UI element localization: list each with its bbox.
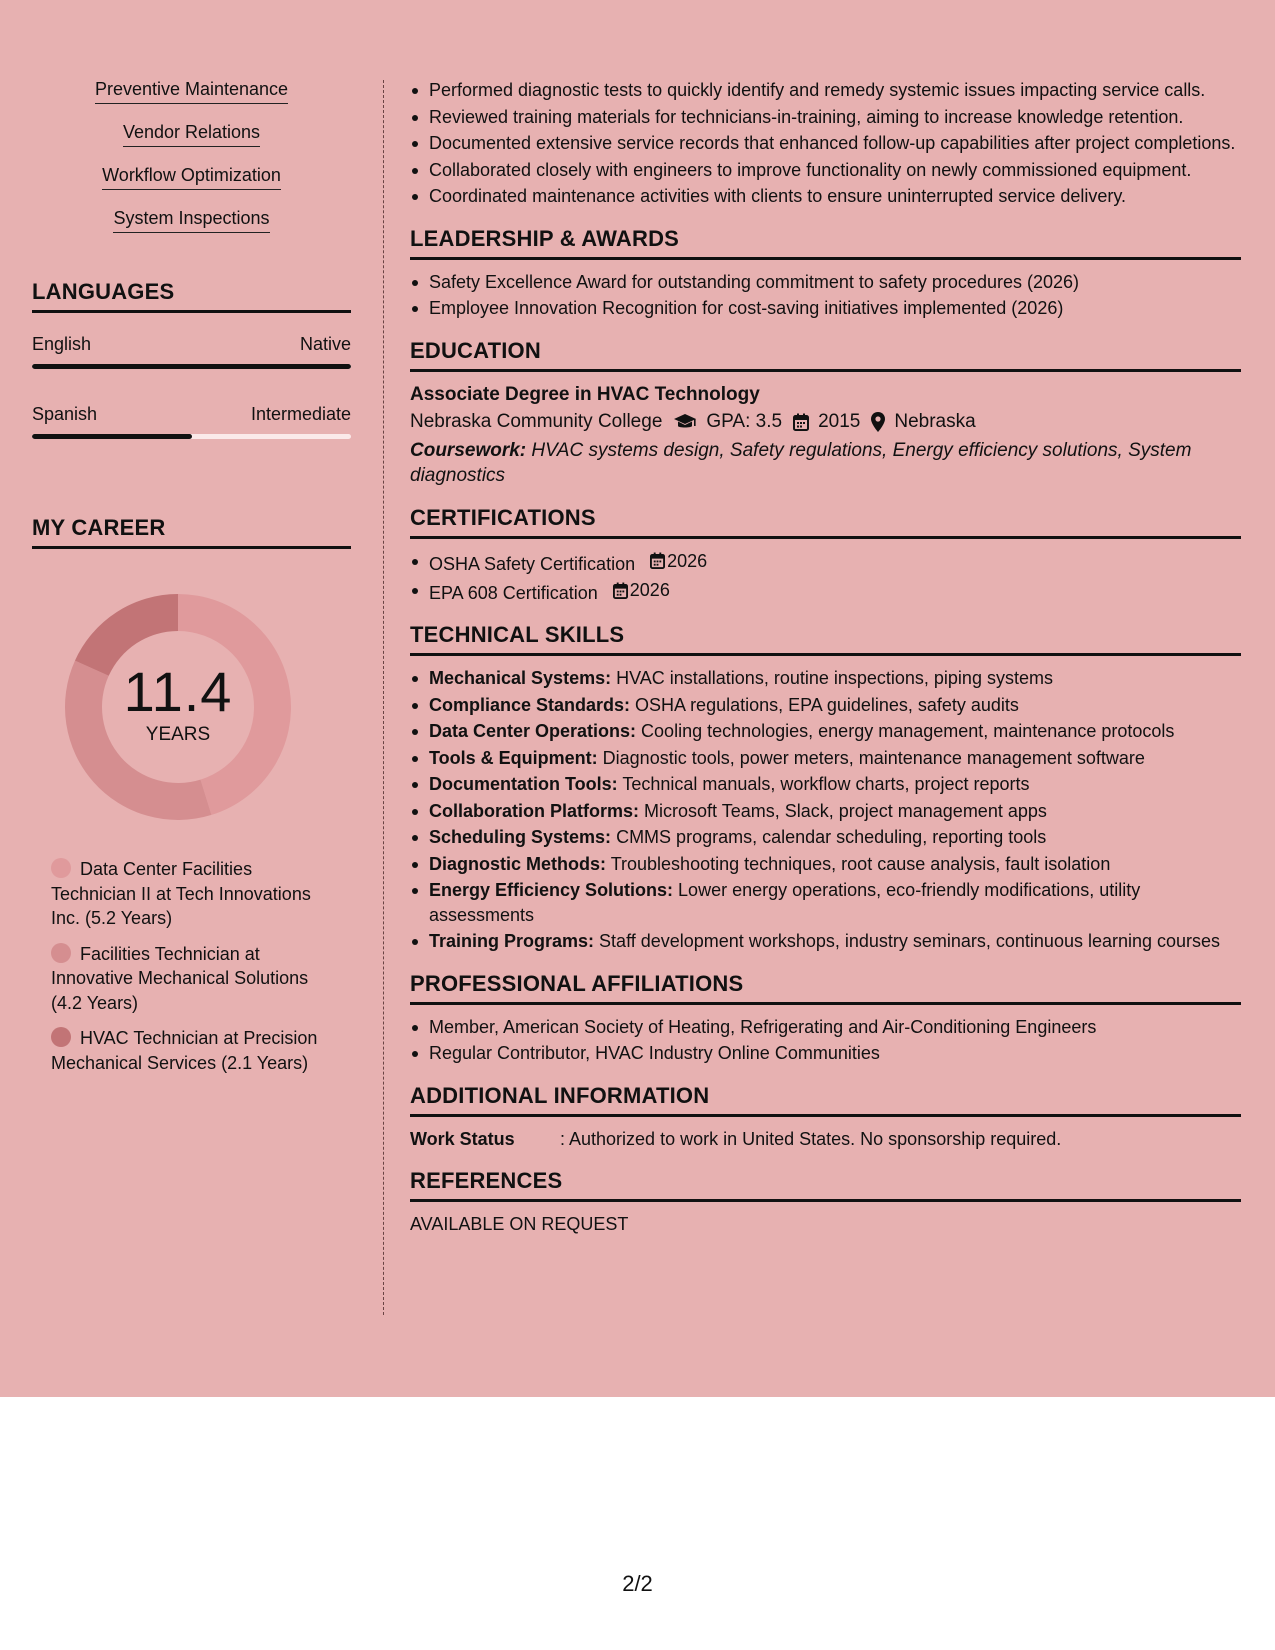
technical-skills-list: [410, 666, 1241, 954]
skill-category: Energy Efficiency Solutions:: [429, 880, 674, 900]
experience-bullet: Collaborated closely with engineers to improve functionality on newly commissioned equipment.: [410, 158, 1241, 183]
experience-bullet: Reviewed training materials for technicians-in-training, aiming to increase knowledge retention.: [410, 105, 1241, 130]
language-english: [32, 333, 351, 369]
additional-info-heading: ADDITIONAL INFORMATION: [410, 1083, 1241, 1117]
page-number: 2/2: [622, 1571, 653, 1596]
skill-category: Diagnostic Methods:: [429, 853, 607, 874]
award-item: Safety Excellence Award for outstanding commitment to safety procedures (2026): [410, 270, 1241, 295]
calendar-icon: [793, 413, 809, 431]
affiliations-heading: PROFESSIONAL AFFILIATIONS: [410, 971, 1241, 1005]
career-role-label: HVAC Technician at Precision Mechanical Services (2.1 Years): [51, 1028, 318, 1073]
language-proficiency-bar: [32, 364, 351, 369]
references-heading: REFERENCES: [410, 1168, 1241, 1202]
languages-heading: LANGUAGES: [32, 279, 351, 313]
certifications-heading: CERTIFICATIONS: [410, 505, 1241, 539]
education-coursework: [410, 438, 1241, 488]
references-text: AVAILABLE ON REQUEST: [410, 1213, 629, 1234]
skill-details: Troubleshooting techniques, root cause analysis, fault isolation: [606, 853, 1111, 874]
location-pin-icon: [871, 412, 885, 432]
skill-details: Diagnostic tools, power meters, maintenance management software: [597, 747, 1145, 768]
career-role-label: Facilities Technician at Innovative Mechanical Solutions (4.2 Years): [51, 943, 309, 1013]
education-school: Nebraska Community College: [410, 410, 663, 432]
skill-category: Mechanical Systems:: [429, 668, 612, 688]
education-degree: Associate Degree in HVAC Technology: [410, 383, 760, 405]
certification-item: [410, 578, 1241, 605]
skill-tag-label: Workflow Optimization: [102, 164, 281, 190]
technical-skill-item: [410, 799, 1241, 824]
technical-skill-item: [410, 929, 1241, 954]
education-location: Nebraska: [894, 410, 976, 432]
career-donut-center: [64, 593, 292, 821]
language-proficiency-fill: [32, 364, 351, 369]
affiliation-item: Member, American Society of Heating, Refrigerating and Air-Conditioning Engineers: [410, 1015, 1241, 1040]
experience-bullet: Coordinated maintenance activities with clients to ensure uninterrupted service delivery.: [410, 184, 1241, 209]
award-item: Employee Innovation Recognition for cost-saving initiatives implemented (2026): [410, 296, 1241, 321]
legend-dot-icon: [51, 1027, 71, 1047]
skill-tag: [32, 207, 351, 233]
leadership-heading: LEADERSHIP & AWARDS: [410, 226, 1241, 260]
certification-name: OSHA Safety Certification: [429, 553, 636, 574]
work-status-value: : Authorized to work in United States. No sponsorship required.: [560, 1128, 1062, 1149]
language-proficiency-fill: [32, 434, 192, 439]
skill-list: [32, 78, 351, 233]
career-legend-item: [51, 857, 341, 931]
technical-skills-heading: TECHNICAL SKILLS: [410, 622, 1241, 656]
leadership-list: [410, 270, 1241, 321]
language-level: Native: [299, 334, 351, 354]
career-role-label: Data Center Facilities Technician II at Tech Innovations Inc. (5.2 Years): [51, 859, 311, 928]
skill-details: CMMS programs, calendar scheduling, reporting tools: [611, 827, 1047, 847]
legend-dot-icon: [51, 858, 71, 878]
sidebar: [32, 78, 351, 1086]
skill-details: Technical manuals, workflow charts, project reports: [617, 774, 1030, 794]
skill-category: Compliance Standards:: [429, 694, 631, 715]
certification-date: [650, 549, 707, 574]
skill-category: Collaboration Platforms:: [429, 800, 640, 821]
certification-item: [410, 549, 1241, 576]
experience-bullet: Performed diagnostic tests to quickly identify and remedy systemic issues impacting service calls.: [410, 78, 1241, 103]
graduation-cap-icon: [673, 413, 697, 431]
education-year: 2015: [818, 410, 861, 432]
main-content: [410, 78, 1241, 1236]
skill-tag: [32, 164, 351, 190]
skill-tag-label: System Inspections: [113, 207, 269, 233]
technical-skill-item: [410, 825, 1241, 850]
career-legend: [32, 857, 351, 1075]
skill-details: HVAC installations, routine inspections, piping systems: [611, 668, 1053, 688]
skill-details: Cooling technologies, energy management, maintenance protocols: [636, 721, 1175, 741]
work-status-label: Work Status: [410, 1128, 515, 1149]
coursework-label: Coursework:: [410, 439, 527, 461]
coursework-list: HVAC systems design, Safety regulations, Energy efficiency solutions, System diagnostics: [410, 439, 1192, 486]
certifications-list: [410, 549, 1241, 606]
technical-skill-item: [410, 746, 1241, 771]
language-proficiency-bar: [32, 434, 351, 439]
career-heading: MY CAREER: [32, 515, 351, 549]
experience-bullets: [410, 78, 1241, 209]
certification-year: 2026: [667, 550, 708, 571]
skill-tag: [32, 78, 351, 104]
career-legend-item: [51, 1026, 341, 1075]
skill-details: Microsoft Teams, Slack, project management apps: [639, 800, 1047, 821]
skill-category: Documentation Tools:: [429, 774, 618, 794]
certification-date: [613, 578, 670, 603]
calendar-icon: [613, 582, 628, 599]
career-donut-chart: [64, 593, 292, 821]
language-name: English: [32, 334, 92, 354]
technical-skill-item: [410, 666, 1241, 691]
technical-skill-item: [410, 772, 1241, 797]
legend-dot-icon: [51, 943, 71, 963]
career-total-years: 11.4: [123, 660, 233, 723]
skill-details: OSHA regulations, EPA guidelines, safety audits: [630, 694, 1019, 715]
certification-name: EPA 608 Certification: [429, 582, 598, 603]
education-gpa: GPA: 3.5: [706, 410, 783, 432]
skill-details: Lower energy operations, eco-friendly modifications, utility assessments: [429, 880, 1141, 925]
skill-category: Training Programs:: [429, 931, 595, 951]
affiliations-list: [410, 1015, 1241, 1066]
language-level: Intermediate: [250, 404, 351, 424]
calendar-icon: [650, 552, 665, 569]
skill-details: Staff development workshops, industry seminars, continuous learning courses: [594, 931, 1221, 951]
career-legend-item: [51, 942, 341, 1016]
language-spanish: [32, 403, 351, 439]
education-heading: EDUCATION: [410, 338, 1241, 372]
affiliation-item: Regular Contributor, HVAC Industry Online Communities: [410, 1041, 1241, 1066]
education-details: [410, 407, 1241, 437]
skill-category: Scheduling Systems:: [429, 827, 612, 847]
certification-year: 2026: [629, 579, 670, 600]
skill-tag: [32, 121, 351, 147]
technical-skill-item: [410, 878, 1241, 927]
work-status-row: [410, 1127, 1241, 1151]
career-total-unit: YEARS: [145, 724, 211, 745]
language-name: Spanish: [32, 404, 98, 424]
skill-category: Tools & Equipment:: [429, 747, 598, 768]
skill-category: Data Center Operations:: [429, 721, 637, 741]
technical-skill-item: [410, 719, 1241, 744]
column-divider: [383, 80, 384, 1315]
skill-tag-label: Preventive Maintenance: [95, 78, 288, 104]
experience-bullet: Documented extensive service records that enhanced follow-up capabilities after project completions.: [410, 131, 1241, 156]
technical-skill-item: [410, 852, 1241, 877]
skill-tag-label: Vendor Relations: [123, 121, 260, 147]
technical-skill-item: [410, 693, 1241, 718]
